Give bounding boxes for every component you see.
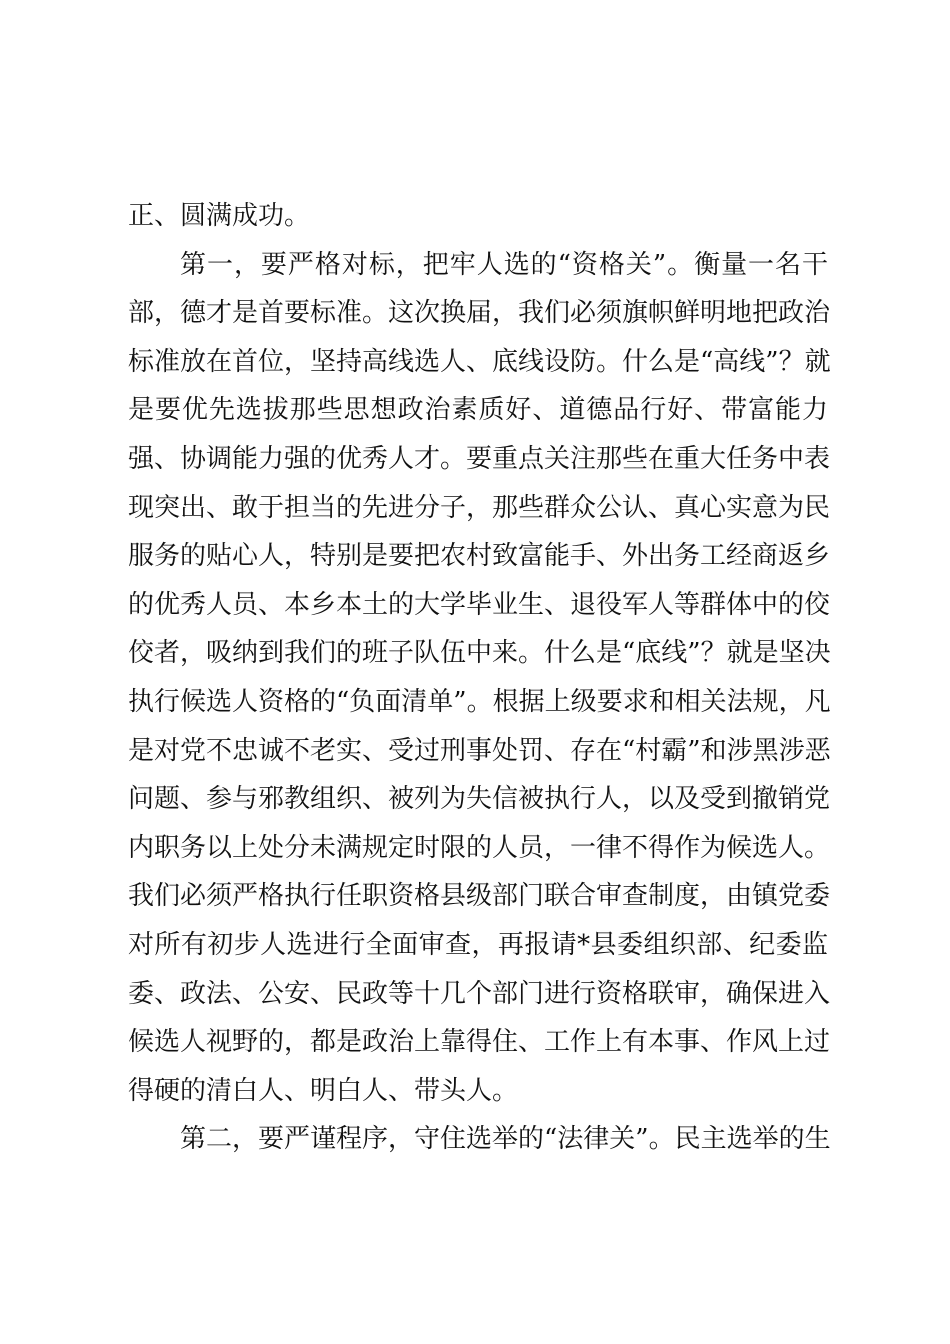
text-line: 得硬的清白人、明白人、带头人。 — [128, 1075, 519, 1106]
text-line: 部，德才是首要标准。这次换届，我们必须旗帜鲜明地把政治 — [128, 298, 831, 329]
text-line: 强、协调能力强的优秀人才。要重点关注那些在重大任务中表 — [128, 443, 831, 474]
paragraph-first-line: 第二，要严谨程序，守住选举的“法律关”。民主选举的生 — [180, 1124, 831, 1155]
text-line: 标准放在首位，坚持高线选人、底线设防。什么是“高线”？就 — [128, 346, 831, 377]
text-line: 对所有初步人选进行全面审查，再报请*县委组织部、纪委监 — [128, 929, 828, 960]
text-line: 委、政法、公安、民政等十几个部门进行资格联审，确保进入 — [128, 978, 831, 1009]
text-line: 是要优先选拔那些思想政治素质好、道德品行好、带富能力 — [128, 395, 828, 426]
text-line: 执行候选人资格的“负面清单”。根据上级要求和相关法规，凡 — [128, 686, 831, 717]
body-text — [128, 192, 831, 1164]
text-line: 的优秀人员、本乡本土的大学毕业生、退役军人等群体中的佼 — [128, 589, 831, 620]
text-line: 内职务以上处分未满规定时限的人员，一律不得作为候选人。 — [128, 832, 831, 863]
text-line: 正、圆满成功。 — [128, 201, 311, 231]
text-line: 现突出、敢于担当的先进分子，那些群众公认、真心实意为民 — [128, 492, 831, 523]
text-line: 佼者，吸纳到我们的班子队伍中来。什么是“底线”？就是坚决 — [128, 638, 831, 669]
text-line: 问题、参与邪教组织、被列为失信被执行人，以及受到撤销党 — [128, 784, 831, 815]
text-line: 是对党不忠诚不老实、受过刑事处罚、存在“村霸”和涉黑涉恶 — [128, 735, 831, 766]
paragraph-first-line: 第一，要严格对标，把牢人选的“资格关”。衡量一名干 — [180, 249, 828, 280]
text-line: 我们必须严格执行任职资格县级部门联合审查制度，由镇党委 — [128, 881, 831, 912]
text-line: 服务的贴心人，特别是要把农村致富能手、外出务工经商返乡 — [128, 541, 831, 572]
text-line: 候选人视野的，都是政治上靠得住、工作上有本事、作风上过 — [128, 1027, 831, 1058]
